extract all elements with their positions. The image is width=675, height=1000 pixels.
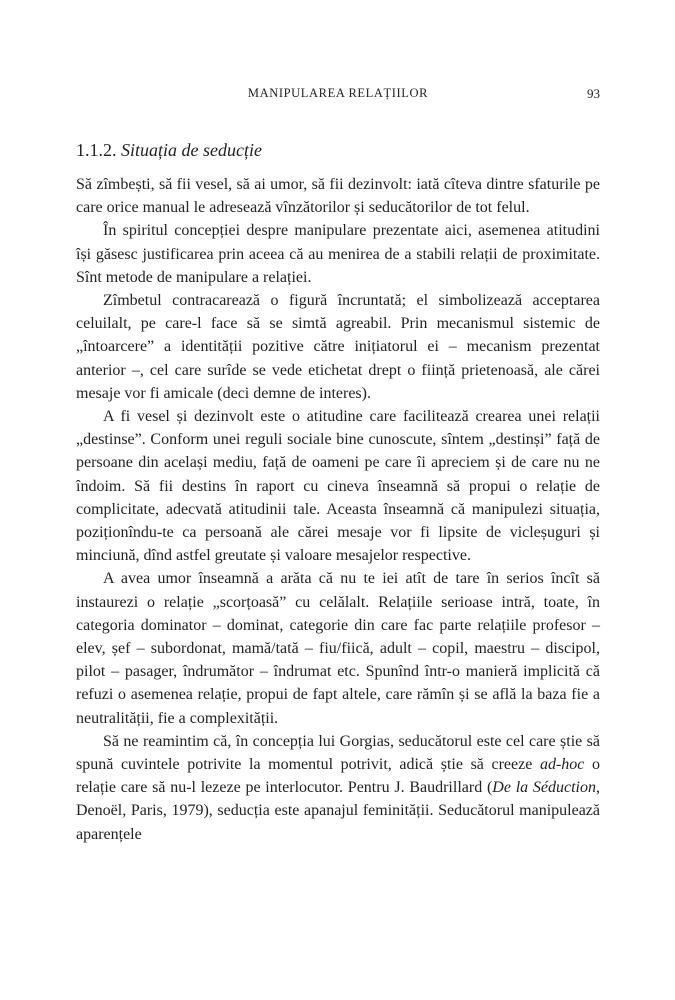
paragraph-last	[76, 730, 600, 846]
text-run: o relație care să nu-l lezeze pe interlocutor. Pentru J. Baudrillard (	[76, 756, 600, 797]
running-title: MANIPULAREA RELAȚIILOR	[247, 86, 429, 100]
section-heading	[76, 140, 600, 161]
page-header	[76, 86, 600, 106]
paragraph: A avea umor înseamnă a arăta că nu te iei atît de tare în serios încît să instaurezi o relație „scorțoasă” cu celălalt. Relațiile serioase intră, toate, în categoria dominator – dominat, categorie din care fac parte relațiile profesor – elev, șef – subordonat, mamă/tată – fiu/fiică, adult – copil, maestru – discipol, pilot – pasager, îndrumător – îndrumat etc. Spunînd într-o manieră implicită că refuzi o asemenea relație, propui de fapt altele, care rămîn și se află la baza fie a neutralității, fie a complexității.	[76, 570, 600, 727]
italic-term: ad-hoc	[539, 756, 585, 774]
body-text	[76, 173, 600, 846]
page-number: 93	[587, 86, 600, 101]
text-run: Să ne reamintim că, în concepția lui Gorgias, seducătorul este cel care știe să spună cuvintele potrivite la momentul potrivit, adică știe să creeze	[76, 732, 600, 774]
book-title: De la Séduction	[492, 779, 596, 797]
section-title: Situația de seducție	[121, 140, 262, 160]
paragraph: A fi vesel și dezinvolt este o atitudine care facilitează crearea unei relații „destinse”. Conform unei reguli sociale bine cunoscute, sîntem „destinși” față de persoane din același mediu, față de oameni pe care îi apreciem și de care nu ne îndoim. Să fii destins în raport cu cineva înseamnă să propui o relație de complicitate, adecvată atitudinii tale. Aceasta înseamnă că manipulezi situația, poziționîndu-te ca persoană ale cărei mesaje vor fi lipsite de vicleșuguri și minciună, dînd astfel greutate și valoare mesajelor respective.	[76, 408, 600, 565]
paragraph: În spiritul concepției despre manipulare prezentate aici, asemenea atitudini își găsesc justificarea prin aceea că au menirea de a stabili relații de proximitate. Sînt metode de manipulare a relației.	[76, 222, 600, 286]
text-run: , Denoël, Paris, 1979), seducția este apanajul feminității. Seducătorul manipulează aparențele	[76, 779, 600, 843]
paragraph: Zîmbetul contracarează o figură încruntată; el simbolizează acceptarea celuilalt, pe care-l face să se simtă agreabil. Prin mecanismul sistemic de „întoarcere” a identității pozitive către inițiatorul ei – mecanism prezentat anterior –, cel care surîde se vede etichetat drept o ființă prietenoasă, ale cărei mesaje vor fi amicale (deci demne de interes).	[76, 292, 600, 402]
paragraph: Să zîmbești, să fii vesel, să ai umor, să fii dezinvolt: iată cîteva dintre sfaturile pe care orice manual le adresează vînzătorilor și seducătorilor de tot felul.	[76, 176, 600, 217]
section-number: 1.1.2.	[76, 140, 117, 160]
